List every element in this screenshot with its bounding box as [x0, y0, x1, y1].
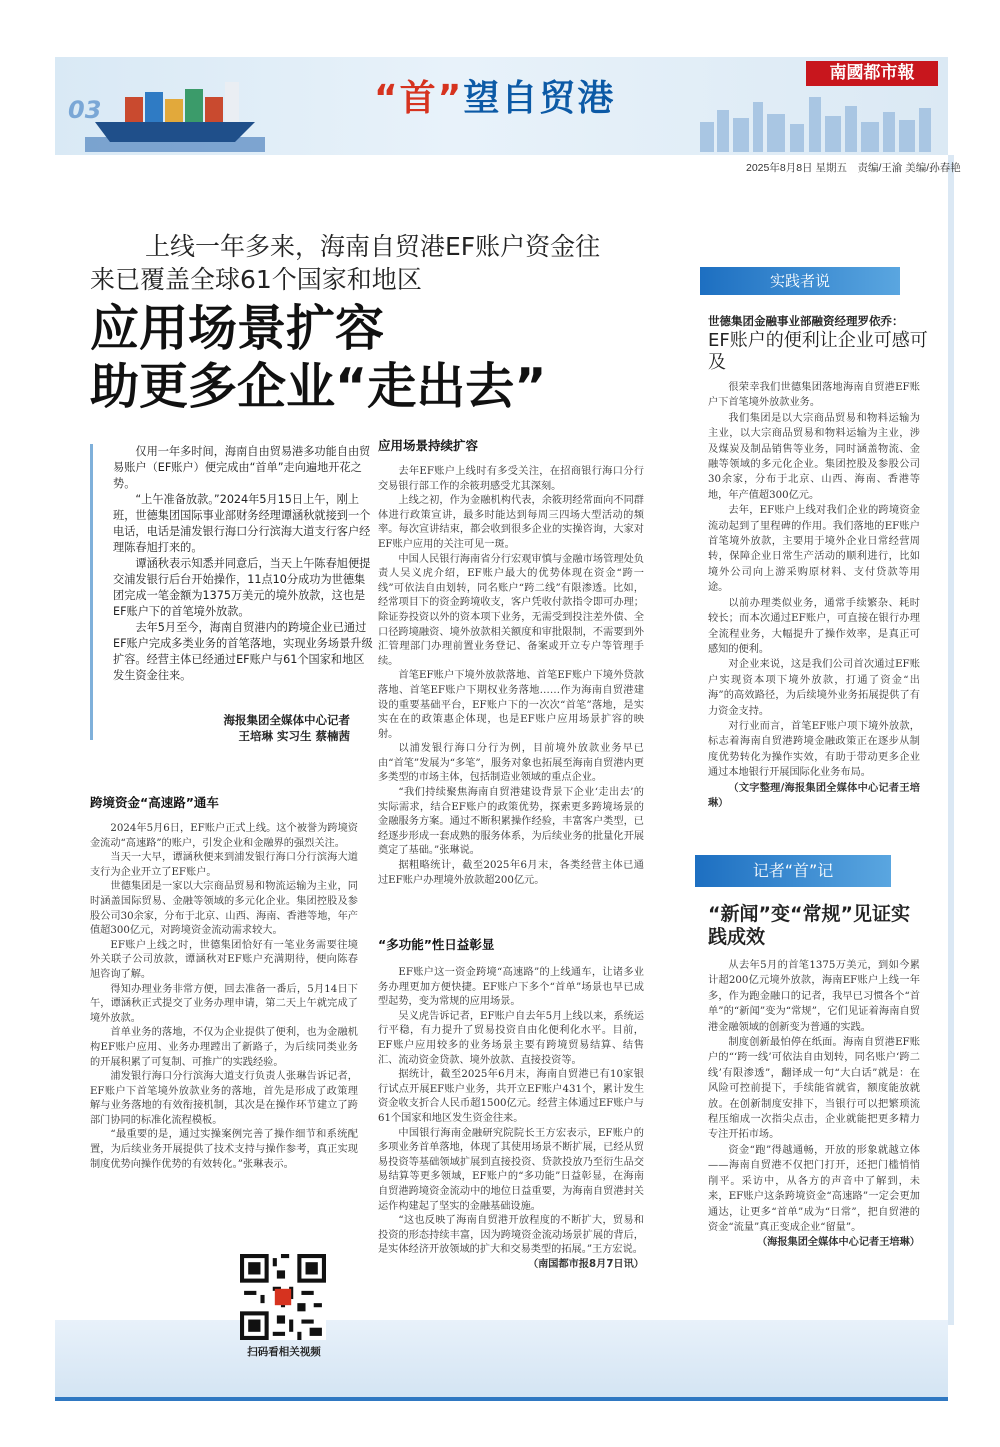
lead-paragraph: “上午准备放款。”2024年5月15日上午，刚上班，世德集团国际事业部财务经理谭涵秋就接到一个电话，电话是浦发银行海口分行滨海大道支行客户经理陈春旭打来的。 — [113, 493, 371, 554]
sidebar-paragraph: 对企业来说，这是我们公司首次通过EF账户实现资本项下境外放款，打通了资金“出海”的高效路径，为后续境外业务拓展提供了有力资金支持。 — [708, 659, 920, 717]
sidebar-signature: （海报集团全媒体中心记者王培琳） — [757, 1237, 920, 1249]
article-column-2b — [378, 966, 644, 1272]
page-number: 03 — [68, 96, 102, 124]
sidebar-body-1 — [708, 380, 920, 811]
section-title-rest: 望自贸港 — [463, 78, 616, 119]
byline-org: 海报集团全媒体中心记者 — [223, 713, 350, 727]
main-title-line1: 应用场景扩容 — [90, 300, 385, 357]
subhead-highway: 跨境资金“高速路”通车 — [90, 795, 219, 810]
body-paragraph: “我们持续聚焦海南自贸港建设背景下企业‘走出去’的实际需求，结合EF账户的政策优势，探索更多跨境场景的金融服务方案。通过不断积累操作经验，丰富客户类型，已经逐步形成一套成熟的服务体系，为后续业务的批量化开展奠定了基础。”张琳说。 — [378, 787, 644, 857]
sidebar-paragraph: 我们集团是以大宗商品贸易和物料运输为主业，以大宗商品贸易和物料运输为主业，涉及煤炭及制品销售等业务，同时涵盖物流、金融等领域的多元化企业。集团控股及参股公司30余家，分布于北京、山西、海南、香港等地，年产值超300亿元。 — [708, 412, 920, 501]
qr-code-icon[interactable] — [240, 1254, 326, 1340]
article-column-1 — [90, 822, 358, 1172]
body-paragraph: EF账户上线之时，世德集团恰好有一笔业务需要往境外关联子公司放款，谭涵秋对EF账户充满期待，便向陈春旭咨询了解。 — [90, 939, 358, 980]
byline-names: 王培琳 实习生 蔡楠茜 — [238, 729, 350, 743]
body-paragraph: 得知办理业务非常方便，回去准备一番后，5月14日下午，谭涵秋正式提交了业务办理申请，第二天上午就完成了境外放款。 — [90, 983, 358, 1024]
ribbon-reporter-notes: 记者“首”记 — [695, 855, 891, 887]
body-paragraph: 中国人民银行海南省分行宏观审慎与金融市场管理处负责人吴义虎介绍，EF账户最大的优势体现在资金“跨一线”可依法自由划转，同名账户“跨二线”有限渗透。比如，经常项目下的资金跨境收支，客户凭收付款指令即可办理；除证券投资以外的资本项下业务，无需受到投注差外债、全口径跨境融资、境外放款相关额度和审批限制，不需要到外汇管理部门办理前置业务登记、备案或开立专户等管理手续。 — [378, 553, 644, 667]
lead-box — [90, 444, 375, 740]
body-paragraph: 中国银行海南金融研究院院长王方宏表示，EF账户的多项业务首单落地，体现了其使用场景不断扩展，已经从贸易投资等基础领域扩展到直接投资、贷款投放乃至衍生品交易结算等更多领域，EF账户的“多功能”日益彰显，在海南自贸港跨境资金流动中的地位日益重要，为海南自贸港封关运作构建起了坚实的金融基础设施。 — [378, 1127, 644, 1212]
body-paragraph: 据粗略统计，截至2025年6月末，各类经营主体已通过EF账户办理境外放款超200亿元。 — [378, 860, 644, 886]
page-edge-band — [948, 155, 954, 1325]
body-paragraph: 上线之初，作为金融机构代表，余筱玥经常面向不同群体进行政策宣讲，最多时能达到每周三四场大型活动的频率。每次宣讲结束，都会收到很多企业的实操咨询，大家对EF账户应用的关注可见一斑。 — [378, 495, 644, 550]
sidebar-paragraph: 资金“跑”得越通畅，开放的形象就越立体——海南自贸港不仅把门打开，还把门槛悄悄削平。采访中，从各方的声音中了解到，未来，EF账户这条跨境资金“高速路”一定会更加通达，让更多“首单”成为“日常”，把自贸港的资金“流量”真正变成企业“留量”。 — [708, 1144, 920, 1233]
subhead-scenarios: 应用场景持续扩容 — [378, 438, 479, 453]
dateline: 2025年8月8日 星期五 责编/王渝 美编/孙春艳 — [746, 162, 961, 174]
source-note: （南国都市报8月7日讯） — [527, 1258, 644, 1270]
subhead-multifunction: “多功能”性日益彰显 — [378, 937, 495, 952]
article-column-2a — [378, 465, 644, 888]
lead-paragraph: 谭涵秋表示知悉并同意后，当天上午陈春旭便提交浦发银行后台开始操作，11点10分成功为世德集团完成一笔金额为1375万美元的境外放款，这也是EF账户下的首笔境外放款。 — [113, 557, 371, 618]
sidebar-title-1: EF账户的便利让企业可感可及 — [708, 330, 928, 373]
section-title — [374, 70, 615, 121]
sidebar-title-2: “新闻”变“常规”见证实践成效 — [708, 903, 910, 948]
body-paragraph: 世德集团是一家以大宗商品贸易和物流运输为主业，同时涵盖国际贸易、金融等领域的多元化企业。集团控股及参股公司30余家，分布于北京、山西、海南、香港等地，年产值超300亿元，对跨境资金流动需求较大。 — [90, 881, 358, 937]
body-paragraph: 2024年5月6日，EF账户正式上线。这个被誉为跨境资金流动“高速路”的账户，引发企业和金融界的强烈关注。 — [90, 823, 358, 849]
body-paragraph: 浦发银行海口分行滨海大道支行负责人张琳告诉记者，EF账户下首笔境外放款业务的落地，首先是形成了政策理解与业务落地的有效衔接机制，其次是在操作环节建立了跨部门协同的标准化流程模板。 — [90, 1071, 358, 1126]
body-paragraph: 去年EF账户上线时有多受关注，在招商银行海口分行交易银行部工作的余筱玥感受尤其深刻。 — [378, 466, 644, 492]
body-paragraph: “这也反映了海南自贸港开放程度的不断扩大，贸易和投资的形态持续丰富，因为跨境资金流动场景扩展的背后，是实体经济开放领域的扩大和交易类型的拓展。”王方宏说。 — [378, 1215, 644, 1256]
body-paragraph: 首单业务的落地，不仅为企业提供了便利，也为金融机构EF账户应用、业务办理蹚出了新路子，为后续同类业务的开展积累了可复制、可推广的实践经验。 — [90, 1027, 358, 1068]
body-paragraph: 以浦发银行海口分行为例，目前境外放款业务早已由“首笔”发展为“多笔”，服务对象也拓展至海南自贸港内更多类型的市场主体，包括制造业领域的重点企业。 — [378, 743, 644, 784]
main-title-line2: 助更多企业“走出去” — [90, 358, 547, 415]
body-paragraph: 吴义虎告诉记者，EF账户自去年5月上线以来，系统运行平稳，有力提升了贸易投资自由化便利化水平。目前，EF账户应用较多的业务场景主要有跨境贸易结算、结售汇、流动资金贷款、境外放款、直接投资等。 — [378, 1010, 644, 1066]
pre-title: 上线一年多来，海南自贸港EF账户资金往来已覆盖全球61个国家和地区 — [90, 232, 601, 294]
sidebar-intro: 世德集团金融事业部融资经理罗依乔： — [708, 314, 904, 328]
byline — [160, 712, 350, 744]
main-title — [90, 300, 670, 416]
sidebar-paragraph: 从去年5月的首笔1375万美元，到如今累计超200亿元境外放款，海南EF账户上线一年多，作为跑金融口的记者，我早已习惯各个“首单”的“新闻”变为“常规”，它们见证着海南自贸港金融领域的创新变为普通的实践。 — [708, 960, 920, 1033]
lead-paragraph: 去年5月至今，海南自贸港内的跨境企业已通过EF账户完成多类业务的首笔落地，实现业务场景升级扩容。经营主体已经通过EF账户与61个国家和地区发生资金往来。 — [113, 621, 373, 682]
sidebar-signature: （文字整理/海报集团全媒体中心记者王培琳） — [708, 782, 920, 809]
body-paragraph: 首笔EF账户下境外放款落地、首笔EF账户下境外贷款落地、首笔EF账户下期权业务落地……作为海南自贸港建设的重要基础平台，EF账户下的一次次“首笔”落地，是实实在在的政策惠企体现，也是EF账户应用场景扩容的映射。 — [378, 670, 644, 740]
body-paragraph: 据统计，截至2025年6月末，海南自贸港已有10家银行试点开展EF账户业务，共开立EF账户431个，累计发生资金收支折合人民币超1500亿元。经营主体通过EF账户与61个国家和地区发生资金往来。 — [378, 1069, 644, 1124]
cargo-ship-icon — [85, 67, 265, 152]
sidebar-paragraph: 很荣幸我们世德集团落地海南自贸港EF账户下首笔境外放款业务。 — [708, 382, 920, 409]
sidebar-paragraph: 以前办理类似业务，通常手续繁杂、耗时较长；而本次通过EF账户，可直接在银行办理全流程业务，大幅提升了操作效率，是真正可感知的便利。 — [708, 597, 920, 655]
sidebar-paragraph: 去年，EF账户上线对我们企业的跨境资金流动起到了里程碑的作用。我们落地的EF账户首笔境外放款，主要用于境外企业日常经营周转，保障企业日常生产活动的顺利进行，比如境外公司向上游采购原材料、支付贷款等用途。 — [708, 505, 920, 594]
bottom-decor-band — [55, 1320, 948, 1400]
sidebar-paragraph: 对行业而言，首笔EF账户项下境外放款，标志着海南自贸港跨境金融政策正在逐步从制度优势转化为操作实效，有助于带动更多企业通过本地银行开展国际化业务布局。 — [708, 720, 920, 779]
sidebar-body-2 — [708, 958, 920, 1251]
lead-paragraph: 仅用一年多时间，海南自由贸易港多功能自由贸易账户（EF账户）便完成由“首单”走向遍地开花之势。 — [113, 445, 371, 490]
city-skyline-icon — [695, 92, 945, 152]
body-paragraph: “最重要的是，通过实操案例完善了操作细节和系统配置，为后续业务开展提供了技术支持与操作参考，真正实现制度优势向操作优势的有效转化。”张琳表示。 — [90, 1129, 358, 1170]
newspaper-logo: 南國都市報 — [806, 61, 938, 86]
body-paragraph: EF账户这一资金跨境“高速路”的上线通车，让诸多业务办理更加方便快捷。EF账户下多个“首单”场景也早已成型起势，变为常规的应用场景。 — [378, 967, 644, 1008]
qr-caption: 扫码看相关视频 — [247, 1346, 321, 1358]
body-paragraph: 当天一大早，谭涵秋便来到浦发银行海口分行滨海大道支行为企业开立了EF账户。 — [90, 852, 358, 878]
bottom-rule — [55, 1397, 948, 1401]
ribbon-practitioners: 实践者说 — [700, 267, 900, 295]
section-title-accent: “首” — [374, 78, 464, 119]
sidebar-paragraph: 制度创新最怕停在纸面。海南自贸港EF账户的“‘跨一线’可依法自由划转，同名账户‘跨二线’有限渗透”，翻译成一句“大白话”就是：在风险可控前提下，手续能省就省，额度能放就放。在创新制度安排下，当银行可以把繁琐流程压缩成一次指尖点击，企业就能把更多精力专注开拓市场。 — [708, 1037, 920, 1141]
